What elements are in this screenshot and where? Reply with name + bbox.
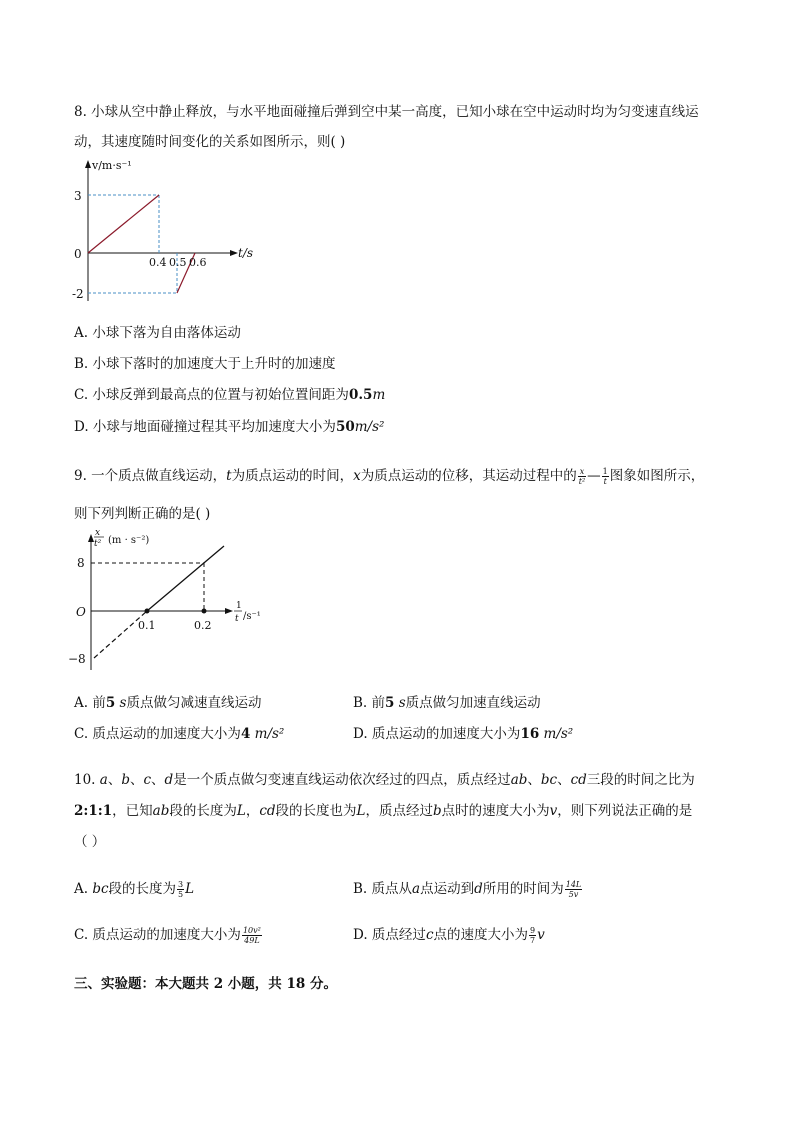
q8-y-label: v/m·s⁻¹ — [92, 159, 132, 172]
q9-x-label-unit: /s⁻¹ — [243, 611, 261, 622]
q10-stem-line3: （ ） — [74, 834, 106, 850]
q10-option-b: B. 质点从a点运动到d所用的时间为 $\frac{14L}{5v}$ — [353, 880, 582, 899]
q9-stem-mid1: 为质点运动的时间， — [231, 468, 354, 484]
q9-x-label-den: t — [235, 614, 239, 624]
q8-option-d-unit: m/s² — [354, 419, 385, 435]
q9-option-b: B. 前5 s质点做匀加速直线运动 — [353, 695, 541, 711]
q9-y-label-den: t² — [94, 539, 102, 549]
q8-option-d-text: D. 小球与地面碰撞过程其平均加速度大小为 — [74, 419, 336, 435]
q8-tick-y-0: 0 — [74, 247, 82, 261]
q9-frac-x-t2: $\frac{x}{\text{t²}}$ — [578, 467, 586, 486]
q8-tick-x-04: 0.4 — [149, 256, 167, 269]
q8-tick-x-05: 0.5 — [169, 256, 187, 269]
q9-frac-1-t: $\frac{1}{t}$ — [602, 467, 608, 486]
q8-option-c — [74, 386, 385, 404]
q9-stem-line2: 则下列判断正确的是( ) — [74, 506, 211, 522]
q9-x-label-num: 1 — [236, 601, 242, 611]
q8-option-c-value: 0.5 — [348, 387, 373, 403]
q8-x-label: t/s — [238, 246, 254, 260]
section-3-heading: 三、实验题：本大题共 2 小题，共 18 分。 — [74, 976, 337, 992]
q9-option-c: C. 质点运动的加速度大小为4 m/s² — [74, 726, 285, 742]
q9-tick-x-01: 0.1 — [138, 619, 156, 632]
q8-velocity-time-graph — [72, 156, 262, 306]
q8-tick-y-3: 3 — [74, 189, 82, 203]
q9-graph — [66, 528, 276, 673]
q10-option-c: C. 质点运动的加速度大小为 $\frac{\text{10v²}}{49L}$ — [74, 926, 261, 945]
q10-option-a: A. bc段的长度为 $\frac{3}{5}$ L — [74, 880, 195, 899]
q10-stem-line2: 2:1:1，已知ab段的长度为L，cd段的长度也为L，质点经过b点时的速度大小为v，则下列说法正确的是 — [74, 803, 693, 819]
q9-option-d: D. 质点运动的加速度大小为16 m/s² — [353, 726, 574, 742]
q9-dash: — — [587, 468, 601, 484]
q8-tick-x-06: 0.6 — [189, 256, 207, 269]
q8-option-c-unit: m — [372, 387, 386, 403]
q9-point-02 — [202, 609, 207, 614]
q8-option-d-value: 50 — [335, 419, 355, 435]
q8-option-c-text: C. 小球反弹到最高点的位置与初始位置间距为 — [74, 387, 349, 403]
q8-tick-y-neg2: -2 — [72, 287, 84, 301]
q8-option-d — [74, 418, 384, 436]
q8-option-b: B. 小球下落时的加速度大于上升时的加速度 — [74, 356, 336, 372]
q9-point-01 — [145, 609, 150, 614]
q10-option-d: D. 质点经过c点的速度大小为 $\frac{9}{7}$ v — [353, 926, 545, 945]
q9-var-t: t — [226, 468, 232, 484]
q9-y-label-num: x — [95, 528, 101, 538]
q8-fall-segment — [88, 195, 159, 253]
q9-option-a: A. 前5 s质点做匀减速直线运动 — [74, 695, 262, 711]
q9-tick-x-02: 0.2 — [194, 619, 212, 632]
q8-stem-line2: 动，其速度随时间变化的关系如图所示，则( ) — [74, 134, 346, 150]
q9-y-label-unit: (m · s⁻²) — [108, 535, 150, 546]
q9-stem-line1 — [74, 467, 704, 486]
q9-stem-mid2: 为质点运动的位移，其运动过程中的 — [360, 468, 577, 484]
q9-stem-post: 图象如图所示， — [609, 468, 705, 484]
q8-stem-line1: 8. 小球从空中静止释放，与水平地面碰撞后弹到空中某一高度，已知小球在空中运动时均为匀变速直线运 — [74, 104, 699, 120]
q8-option-a: A. 小球下落为自由落体运动 — [74, 325, 241, 341]
q9-solid-line — [147, 546, 224, 611]
q9-tick-y-8: 8 — [77, 556, 85, 570]
q9-tick-y-neg8: −8 — [68, 652, 86, 666]
q9-tick-origin: O — [76, 605, 86, 619]
q9-stem-pre: 9. 一个质点做直线运动， — [74, 468, 227, 484]
q10-stem-line1: 10. a、b、c、d是一个质点做匀变速直线运动依次经过的四点，质点经过ab、bc、cd三段的时间之比为 — [74, 772, 695, 788]
q9-var-x: x — [353, 468, 361, 484]
